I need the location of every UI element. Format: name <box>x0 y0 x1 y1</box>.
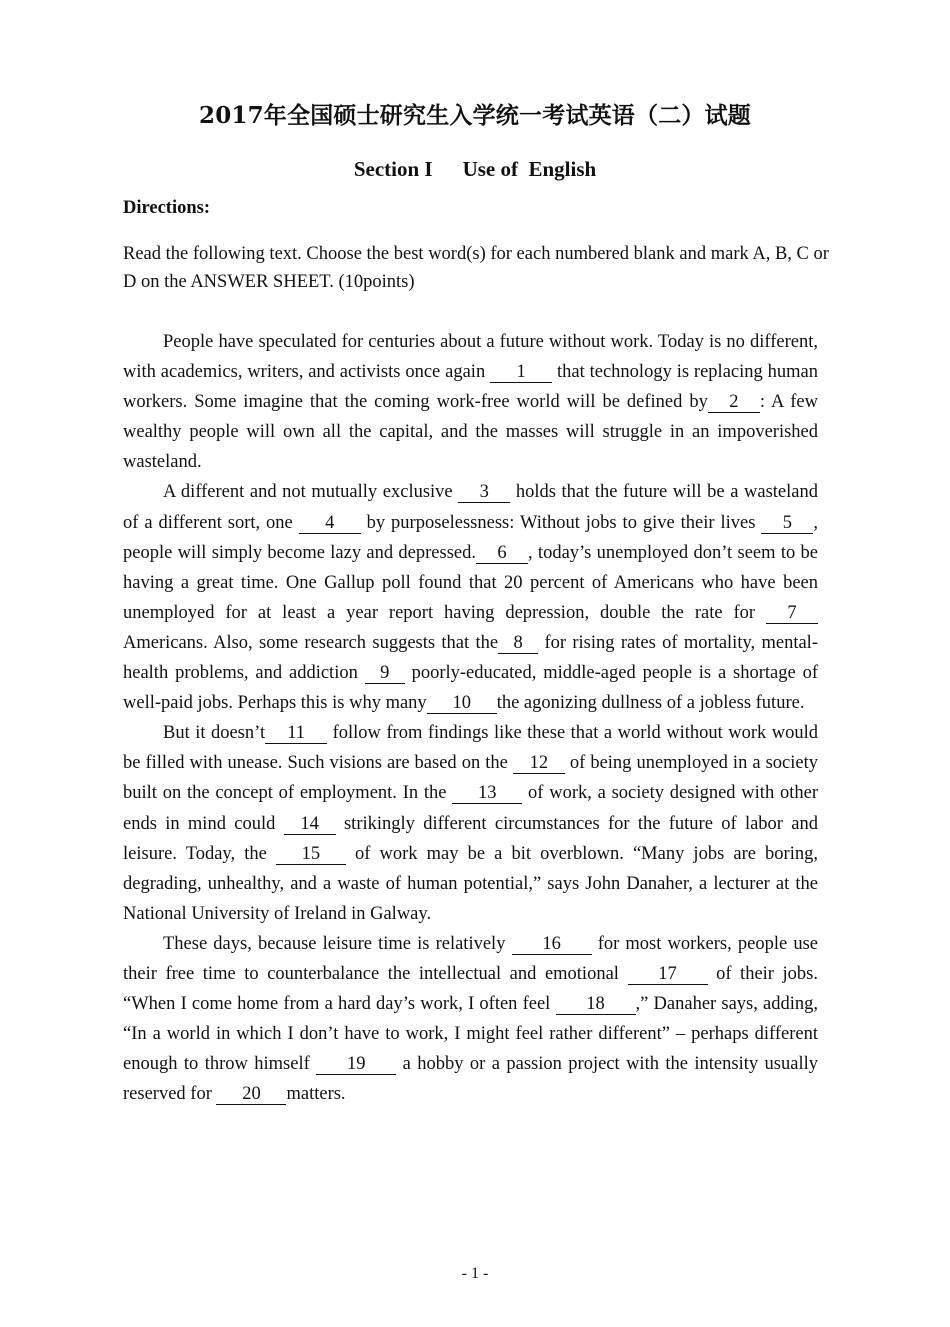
page-number: - 1 - <box>461 1265 489 1282</box>
blank-1: 1 <box>490 362 552 383</box>
blank-15: 15 <box>276 844 346 865</box>
blank-20: 20 <box>216 1084 286 1105</box>
paragraph-2: A different and not mutually exclusive 3 holds that the future will be a wasteland of a different sort, one 4 by purposelessness: Without jobs to give their lives 5 , people will simply become lazy and depressed. 6 , today’s unemployed don’t seem to be having a great time. One Gallup poll found that 20 percent of Americans who have been unemployed for at least a year report having depression, double the rate for 7 Americans. Also, some research suggests that the 8 for rising rates of mortality, mental-health problems, and addiction 9 poorly-educated, middle-aged people is a shortage of well-paid jobs. Perhaps this is why many 10 the agonizing dullness of a jobless future. <box>123 482 818 714</box>
blank-13: 13 <box>452 783 522 804</box>
section-heading <box>0 155 950 183</box>
blank-10: 10 <box>427 693 497 714</box>
blank-8: 8 <box>498 633 538 654</box>
blank-6: 6 <box>476 543 528 564</box>
paragraph-3: But it doesn’t 11 follow from findings like these that a world without work would be filled with unease. Such visions are based on the 12 of being unemployed in a society built on the concept of employment. In the 13 of work, a society designed with other ends in mind could 14 strikingly different circumstances for the future of labor and leisure. Today, the 15 of work may be a bit overblown. “Many jobs are boring, degrading, unhealthy, and a waste of human potential,” says John Danaher, a lecturer at the National University of Ireland in Galway. <box>123 723 818 924</box>
blank-12: 12 <box>513 753 565 774</box>
blank-19: 19 <box>316 1054 396 1075</box>
directions-label: Directions: <box>123 198 210 218</box>
blank-11: 11 <box>265 723 327 744</box>
blank-16: 16 <box>512 934 592 955</box>
blank-17: 17 <box>628 964 708 985</box>
blank-2: 2 <box>708 392 760 413</box>
page-title: 2017年全国硕士研究生入学统一考试英语（二）试题 <box>198 102 751 129</box>
blank-4: 4 <box>299 513 361 534</box>
blank-7: 7 <box>766 603 818 624</box>
blank-18: 18 <box>556 994 636 1015</box>
blank-9: 9 <box>365 663 405 684</box>
paragraph-4: These days, because leisure time is relatively 16 for most workers, people use their free time to counterbalance the intellectual and emotional 17 of their jobs. “When I come home from a hard day’s work, I often feel 18 ,” Danaher says, adding, “In a world in which I don’t have to work, I might feel rather different” – perhaps different enough to throw himself 19 a hobby or a passion project with the intensity usually reserved for 20 matters. <box>123 933 819 1105</box>
cloze-passage <box>123 327 818 1109</box>
section-label: Section I <box>353 157 433 181</box>
directions-text: Read the following text. Choose the best word(s) for each numbered blank and mark A, B, C or D on the ANSWER SHEET. (10points) <box>123 244 829 292</box>
section-name: Use of English <box>462 157 597 181</box>
blank-5: 5 <box>761 513 813 534</box>
blank-3: 3 <box>458 482 510 503</box>
paragraph-1: People have speculated for centuries about a future without work. Today is no different, with academics, writers, and activists once again 1 that technology is replacing human workers. Some imagine that the coming work-free world will be defined by 2 : A few wealthy people will own all the capital, and the masses will struggle in an impoverished wasteland. <box>123 332 818 473</box>
blank-14: 14 <box>284 814 336 835</box>
